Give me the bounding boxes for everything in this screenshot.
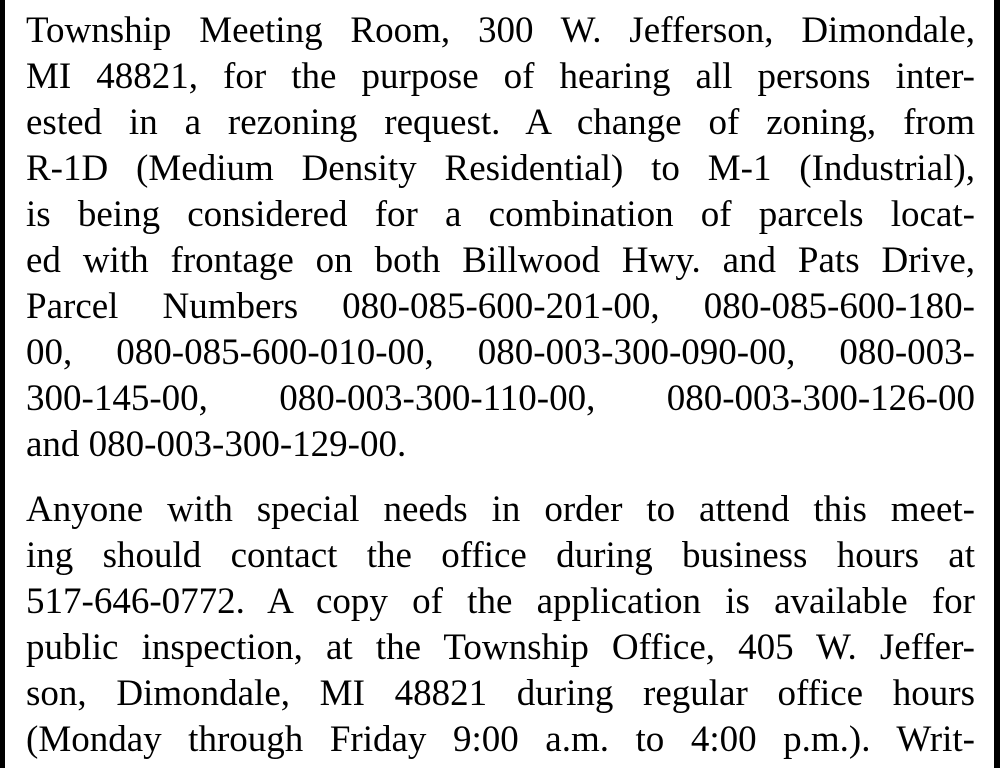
- notice-border-right: [994, 0, 1000, 768]
- paragraph-2-line: (Monday through Friday 9:00 a.m. to 4:00 p.m.). Writ-: [26, 719, 975, 760]
- paragraph-2-line: public inspection, at the Township Office, 405 W. Jeffer-: [26, 627, 975, 668]
- paragraph-1-line: is being considered for a combination of parcels locat-: [26, 194, 975, 235]
- paragraph-1-line: 300-145-00, 080-003-300-110-00, 080-003-300-126-00: [26, 378, 975, 419]
- paragraph-1-line: ed with frontage on both Billwood Hwy. and Pats Drive,: [26, 240, 975, 281]
- paragraph-1-line: ested in a rezoning request. A change of zoning, from: [26, 102, 975, 143]
- paragraph-1-line: Parcel Numbers 080-085-600-201-00, 080-085-600-180-: [26, 286, 975, 327]
- paragraph-2-line: Anyone with special needs in order to attend this meet-: [26, 489, 975, 530]
- paragraph-2-line: ing should contact the office during business hours at: [26, 535, 975, 576]
- paragraph-1-line: Township Meeting Room, 300 W. Jefferson, Dimondale,: [26, 10, 975, 51]
- paragraph-1-line: R-1D (Medium Density Residential) to M-1 (Industrial),: [26, 148, 975, 189]
- paragraph-1-line: MI 48821, for the purpose of hearing all persons inter-: [26, 56, 975, 97]
- paragraph-2-line: son, Dimondale, MI 48821 during regular office hours: [26, 673, 975, 714]
- paragraph-1-line: 00, 080-085-600-010-00, 080-003-300-090-00, 080-003-: [26, 332, 975, 373]
- paragraph-1-line: and 080-003-300-129-00.: [26, 424, 407, 465]
- paragraph-2-line: 517-646-0772. A copy of the application is available for: [26, 581, 975, 622]
- notice-border-left: [0, 0, 5, 768]
